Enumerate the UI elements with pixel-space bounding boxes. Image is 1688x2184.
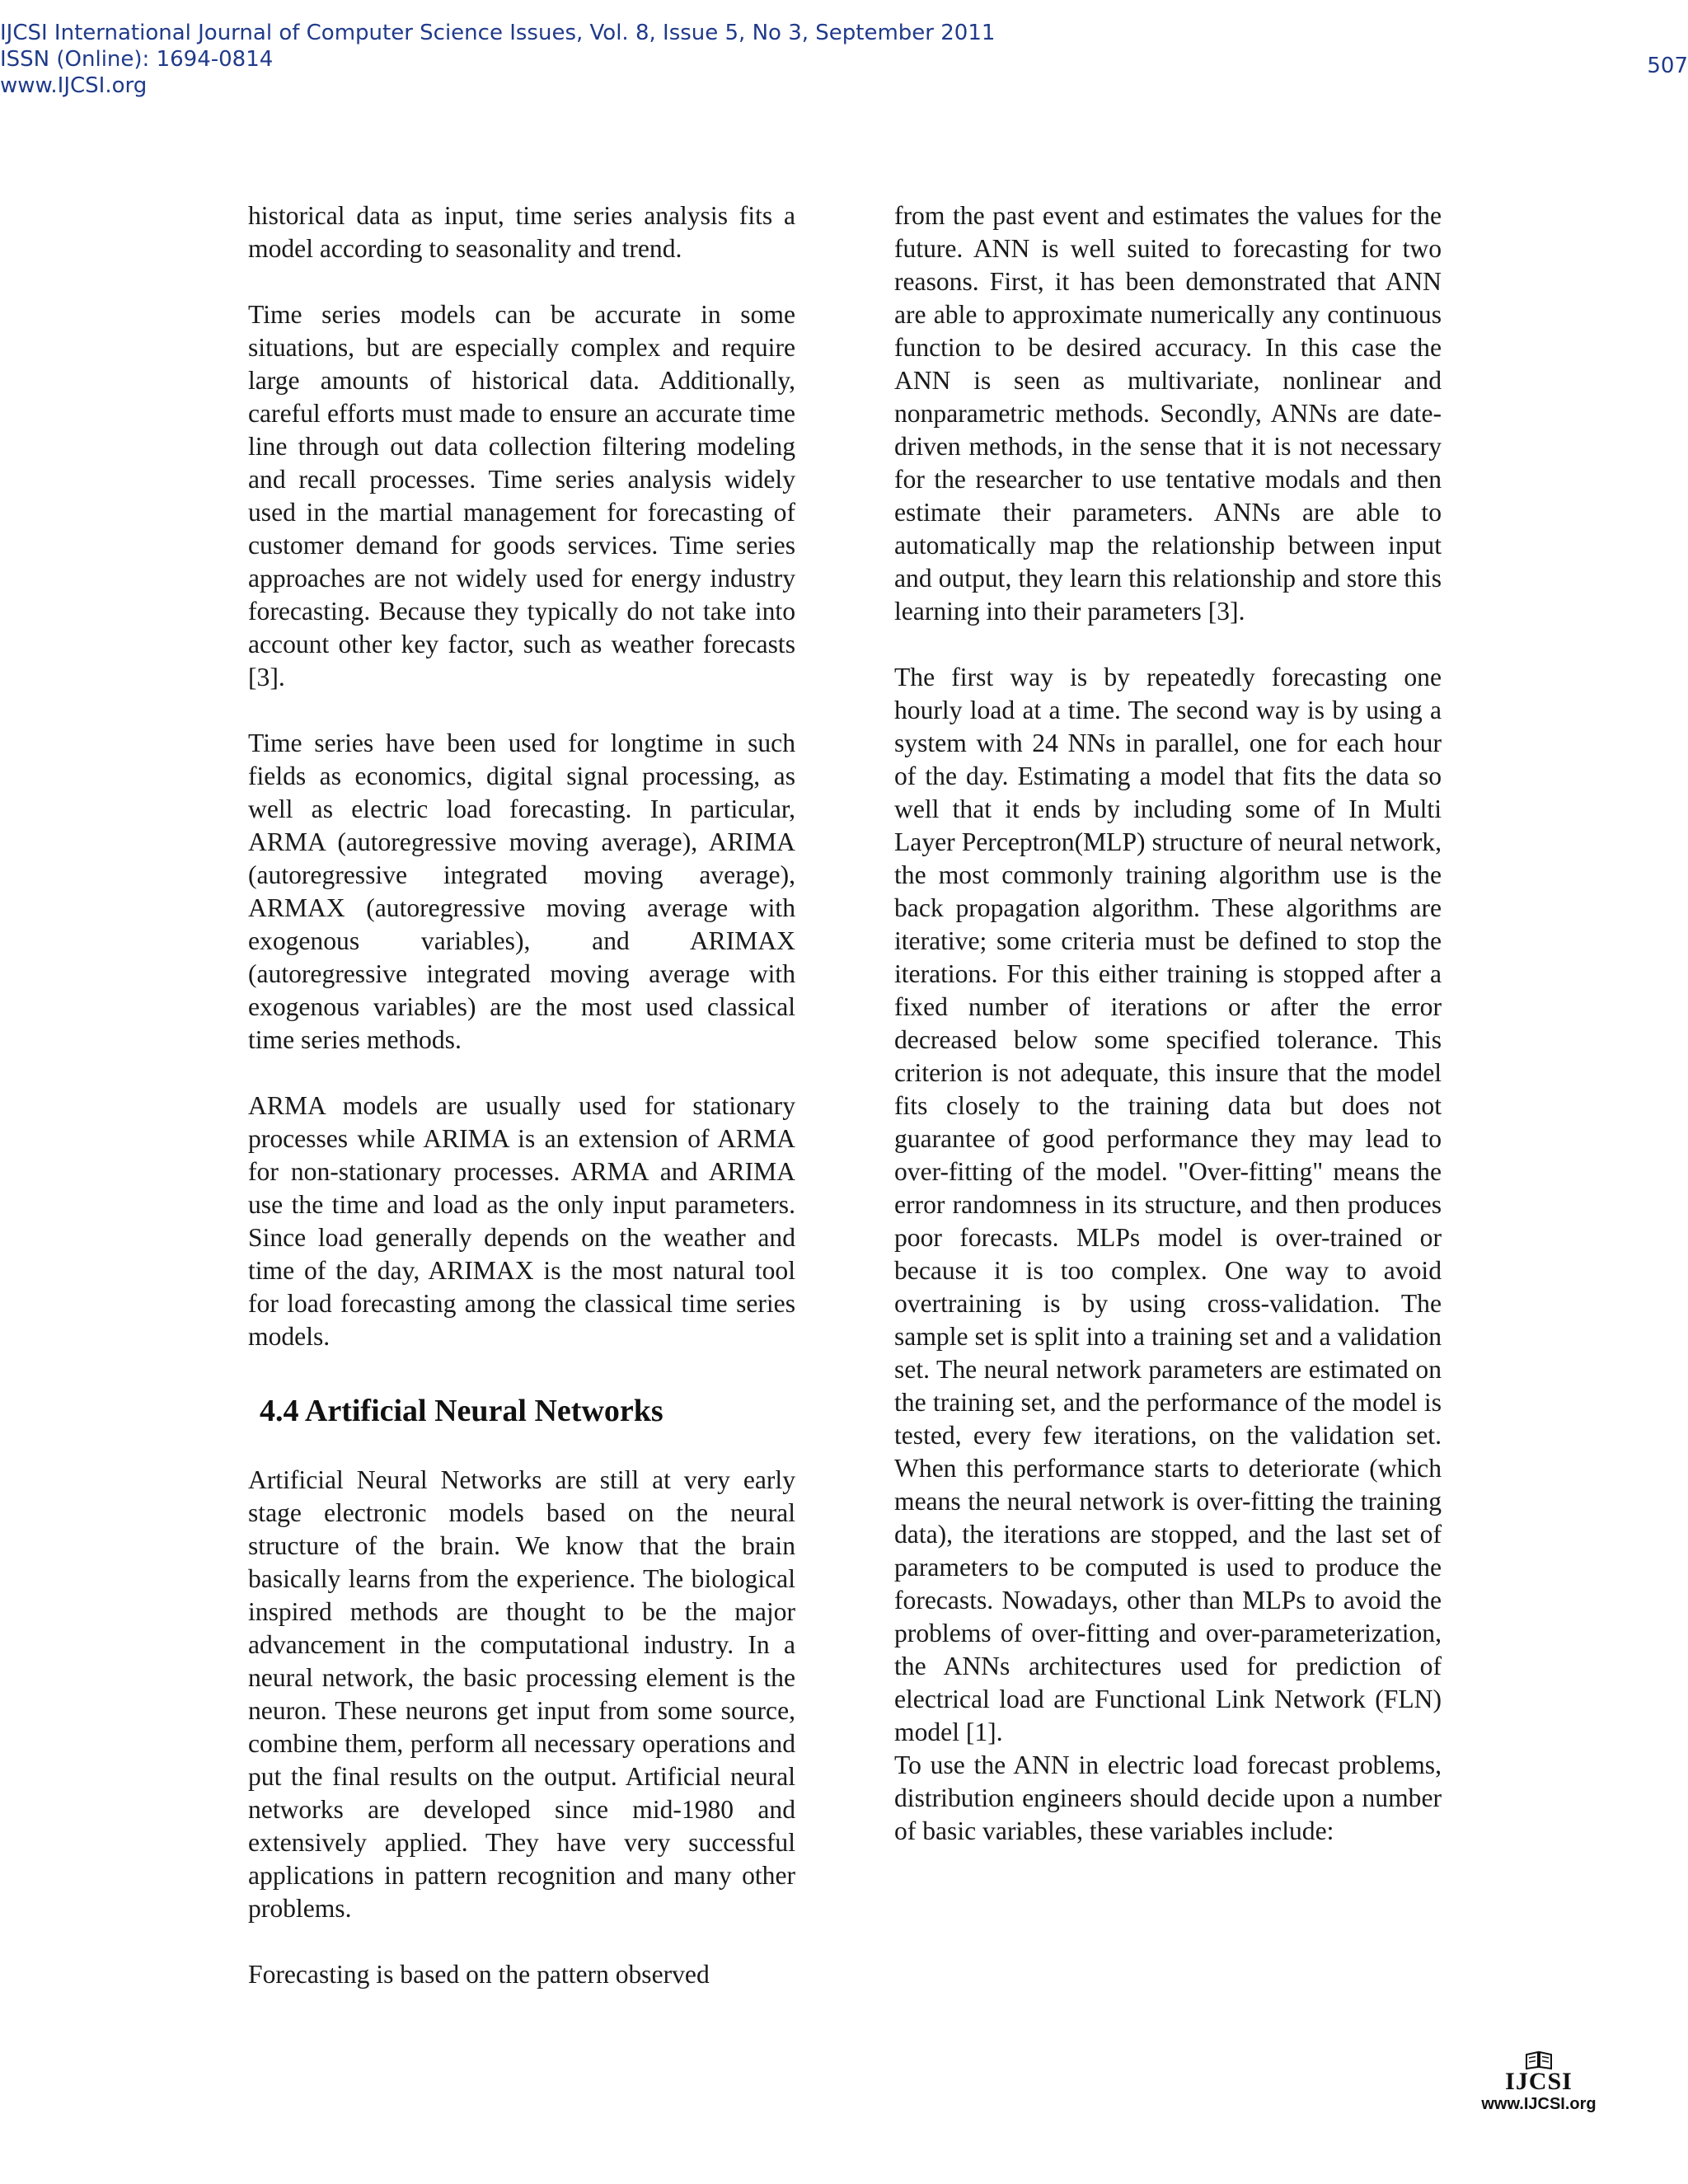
page-header [0, 20, 1592, 99]
ijcsi-logo [1469, 2050, 1609, 2115]
logo-url: www.IJCSI.org [1481, 2095, 1597, 2113]
paragraph: Time series models can be accurate in some situations, but are especially complex and require large amounts of historical data. Additionally, careful efforts must made to ensure an accurate time line through out data collection filtering modeling and recall processes. Time series analysis widely used in the martial management for forecasting of customer demand for goods services. Time series approaches are not widely used for energy industry forecasting. Because they typically do not take into account other key factor, such as weather forecasts [3]. [248, 300, 795, 691]
paragraph: Forecasting is based on the pattern observed [248, 1960, 710, 1989]
logo-text: IJCSI [1505, 2068, 1573, 2095]
paragraph: Time series have been used for longtime in such fields as economics, digital signal processing, as well as electric load forecasting. In particular, ARMA (autoregressive moving average), ARIMA (autoregressive integrated moving average), ARMAX (autoregressive moving average with exogenous variables), and ARIMAX (autoregressive integrated moving average with exogenous variables) are the most used classical time series methods. [248, 729, 795, 1054]
paragraph: ARMA models are usually used for stationary processes while ARIMA is an extension of ARMA for non-stationary processes. ARMA and ARIMA use the time and load as the only input parameters. Since load generally depends on the weather and time of the day, ARIMAX is the most natural tool for load forecasting among the classical time series models. [248, 1091, 795, 1351]
paragraph: Artificial Neural Networks are still at very early stage electronic models based on the neural structure of the brain. We know that the brain basically learns from the experience. The biological inspired methods are thought to be the major advancement in the computational industry. In a neural network, the basic processing element is the neuron. These neurons get input from some source, combine them, perform all necessary operations and put the final results on the output. Artificial neural networks are developed since mid-1980 and extensively applied. They have very successful applications in pattern recognition and many other problems. [248, 1465, 795, 1923]
journal-website: www.IJCSI.org [0, 73, 148, 98]
journal-title-line: IJCSI International Journal of Computer Science Issues, Vol. 8, Issue 5, No 3, September 2011 [0, 21, 996, 45]
section-heading: 4.4 Artificial Neural Networks [260, 1394, 663, 1428]
page-number: 507 [1647, 54, 1688, 78]
left-column [248, 199, 795, 1991]
paragraph: The first way is by repeatedly forecasting one hourly load at a time. The second way is by using a system with 24 NNs in parallel, one for each hour of the day. Estimating a model that fits the data so well that it ends by including some of In Multi Layer Perceptron(MLP) structure of neural network, the most commonly training algorithm use is the back propagation algorithm. These algorithms are iterative; some criteria must be defined to stop the iterations. For this either training is stopped after a fixed number of iterations or after the error decreased below some specified tolerance. This criterion is not adequate, this insure that the model fits closely to the training data but does not guarantee of good performance they may lead to over-fitting of the model. "Over-fitting" means the error randomness in its structure, and then produces poor forecasts. MLPs model is over-trained or because it is too complex. One way to avoid overtraining is by using cross-validation. The sample set is split into a training set and a validation set. The neural network parameters are estimated on the training set, and the performance of the model is tested, every few iterations, on the validation set. When this performance starts to deteriorate (which means the neural network is over-fitting the training data), the iterations are stopped, and the last set of parameters to be computed is used to produce the forecasts. Nowadays, other than MLPs to avoid the problems of over-fitting and over-parameterization, the ANNs architectures used for prediction of electrical load are Functional Link Network (FLN) model [1]. [894, 663, 1442, 1746]
paragraph: from the past event and estimates the values for the future. ANN is well suited to forecasting for two reasons. First, it has been demonstrated that ANN are able to approximate numerically any continuous function to be desired accuracy. In this case the ANN is seen as multivariate, nonlinear and nonparametric methods. Secondly, ANNs are date-driven methods, in the sense that it is not necessary for the researcher to use tentative modals and then estimate their parameters. ANNs are able to automatically map the relationship between input and output, they learn this relationship and store this learning into their parameters [3]. [894, 201, 1442, 626]
right-column [894, 199, 1442, 1848]
paragraph: To use the ANN in electric load forecast problems, distribution engineers should decide upon a number of basic variables, these variables include: [894, 1750, 1442, 1845]
issn-line: ISSN (Online): 1694-0814 [0, 47, 274, 72]
paragraph: historical data as input, time series analysis fits a model according to seasonality and trend. [248, 201, 795, 263]
